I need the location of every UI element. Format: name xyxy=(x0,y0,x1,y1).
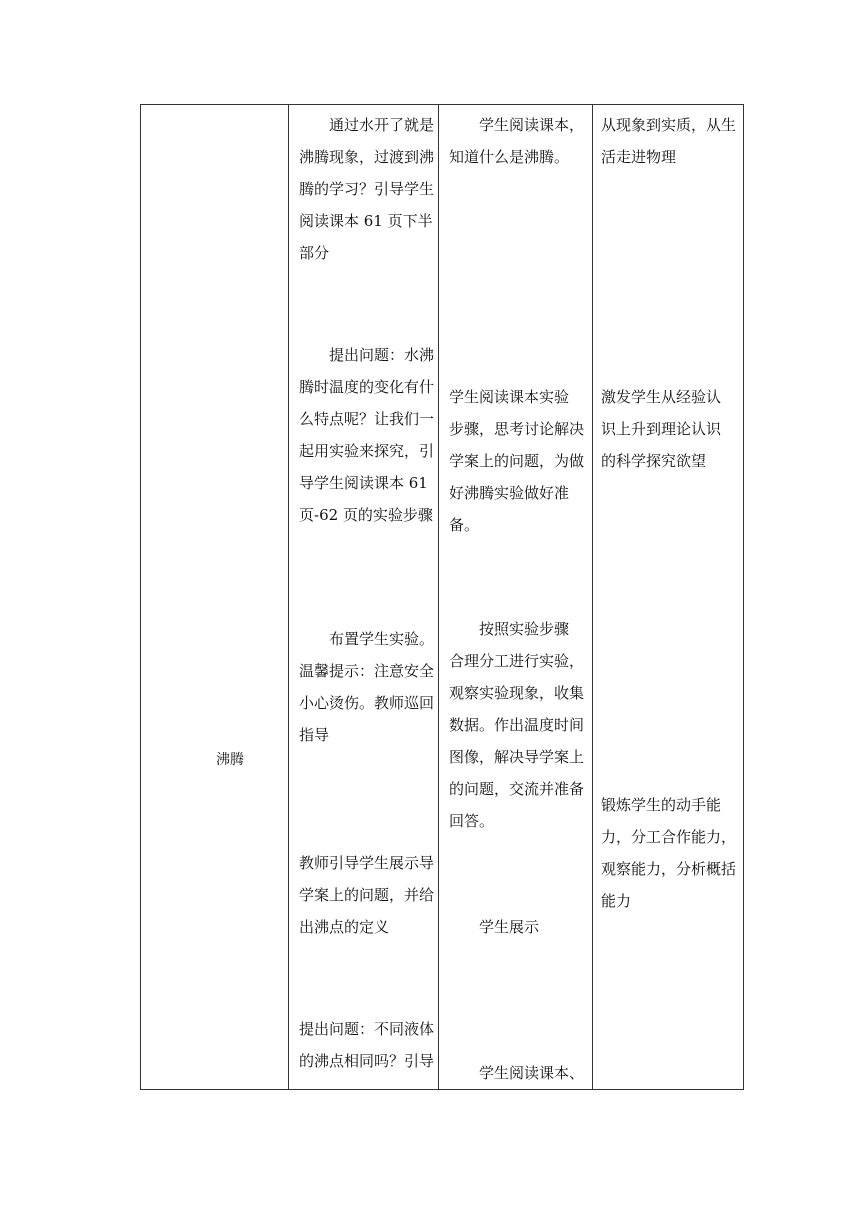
student-activity-2: 学生阅读课本实验 步骤，思考讨论解决 学案上的问题，为做 好沸腾实验做好准 备。 xyxy=(449,388,585,534)
teacher-activity-2: 提出问题：水沸 腾时温度的变化有什 么特点呢？让我们一 起用实验来探究，引 导学生阅读课本 61 页-62 页的实验步骤 xyxy=(299,346,435,524)
row-label: 沸腾 xyxy=(216,752,244,768)
teacher-activity-5: 提出问题：不同液体 的沸点相同吗？引导 xyxy=(299,1020,435,1070)
design-intent-2: 激发学生从经验认 识上升到理论认识 的科学探究欲望 xyxy=(601,388,722,470)
student-activity-3: 按照实验步骤 合理分工进行实验， 观察实验现象，收集 数据。作出温度时间 图像，解决导学案上 的问题，交流并准备 回答。 xyxy=(449,620,585,830)
lesson-table xyxy=(140,104,744,1090)
student-activity-1: 学生阅读课本， 知道什么是沸腾。 xyxy=(449,116,585,166)
design-intent-1: 从现象到实质，从生 活走进物理 xyxy=(601,116,737,166)
column-divider xyxy=(438,105,439,1089)
student-activity-5: 学生阅读课本、 xyxy=(449,1064,585,1082)
teacher-activity-4: 教师引导学生展示导 学案上的问题，并给 出沸点的定义 xyxy=(299,854,435,936)
column-divider xyxy=(288,105,289,1089)
teacher-activity-1: 通过水开了就是 沸腾现象，过渡到沸 腾的学习？引导学生 阅读课本 61 页下半 部分 xyxy=(299,116,435,262)
design-intent-3: 锻炼学生的动手能 力，分工合作能力， 观察能力，分析概括 能力 xyxy=(601,796,737,910)
teacher-activity-3: 布置学生实验。 温馨提示：注意安全 小心烫伤。教师巡回 指导 xyxy=(299,630,435,744)
student-activity-4: 学生展示 xyxy=(449,918,540,936)
column-divider xyxy=(592,105,593,1089)
